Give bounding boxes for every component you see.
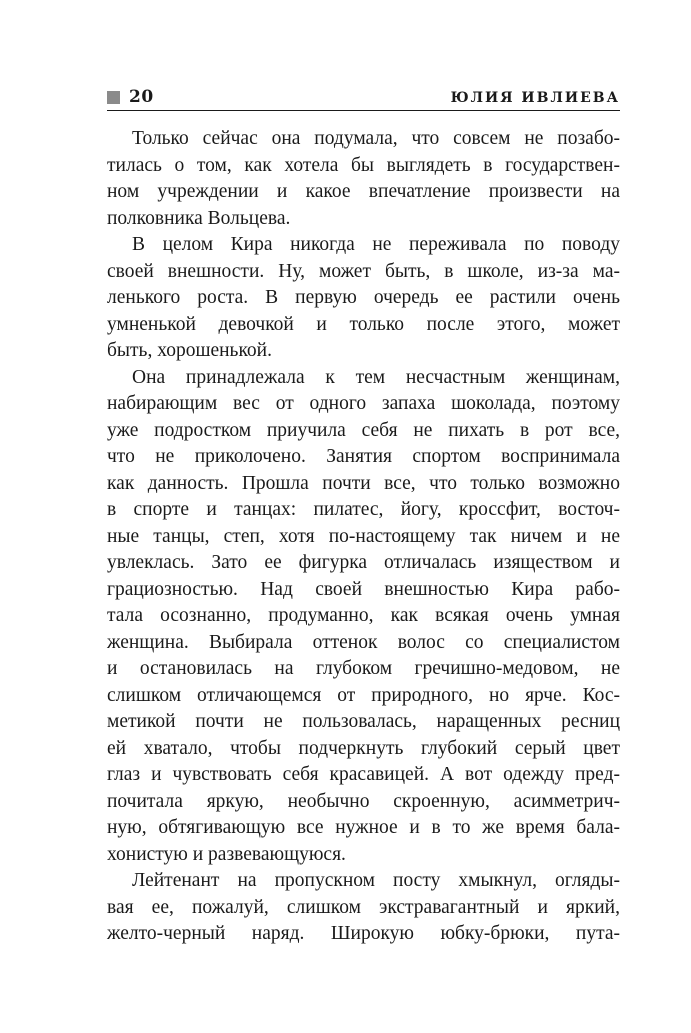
text-line: Только сейчас она подумала, что совсем не позабо-: [132, 128, 620, 149]
text-line: почитала яркую, необычно скроенную, асимметрич-: [107, 790, 620, 812]
text-line: как данность. Прошла почти все, что только возможно: [107, 472, 620, 494]
text-line: уже подростком приучила себя не пихать в рот все,: [107, 419, 620, 441]
text-line: ей хватало, чтобы подчеркнуть глубокий серый цвет: [107, 737, 620, 759]
text-line: тала осознанно, продуманно, как всякая очень умная: [107, 605, 620, 626]
text-line: глаз и чувствовать себя красавицей. А вот одежду пред-: [107, 764, 620, 785]
text-line: быть, хорошенькой.: [107, 340, 272, 361]
text-line: слишком отличающемся от природного, но ярче. Кос-: [107, 684, 620, 706]
text-line: желто-черный наряд. Широкую юбку-брюки, пута-: [107, 923, 620, 944]
text-line: метикой почти не пользовалась, наращенных ресниц: [107, 711, 620, 732]
text-line: и остановилась на глубоком гречишно-медовом, не: [107, 658, 620, 679]
text-line: набирающим вес от одного запаха шоколада, поэтому: [107, 393, 620, 414]
text-line: Она принадлежала к тем несчастным женщинам,: [132, 366, 620, 388]
body-text: [107, 126, 620, 948]
text-line: В целом Кира никогда не переживала по поводу: [132, 234, 620, 255]
running-head-author: ЮЛИЯ ИВЛИЕВА: [450, 90, 620, 106]
text-line: женщина. Выбирала оттенок волос со специалистом: [107, 631, 620, 653]
text-line: Лейтенант на пропускном посту хмыкнул, огляды-: [132, 870, 620, 891]
text-line: грациозностью. Над своей внешностью Кира рабо-: [107, 578, 620, 600]
text-line: ные танцы, степ, хотя по-настоящему так ничем и не: [107, 525, 620, 547]
header-square-marker: [107, 91, 120, 104]
text-line: своей внешности. Ну, может быть, в школе, из-за ма-: [107, 260, 620, 282]
page-header: [107, 86, 620, 111]
text-line: полковника Вольцева.: [107, 207, 291, 229]
text-line: что не приколочено. Занятия спортом воспринимала: [107, 446, 620, 467]
text-line: увлеклась. Зато ее фигурка отличалась изяществом и: [107, 552, 620, 573]
text-line: вая ее, пожалуй, слишком экстравагантный и яркий,: [107, 896, 620, 918]
text-line: умненькой девочкой и только после этого, может: [107, 313, 620, 335]
text-line: в спорте и танцах: пилатес, йогу, кроссфит, восточ-: [107, 499, 620, 520]
text-line: ную, обтягивающую все нужное и в то же время бала-: [107, 817, 620, 838]
text-line: ленького роста. В первую очередь ее растили очень: [107, 287, 620, 308]
text-line: ном учреждении и какое впечатление произвести на: [107, 181, 620, 202]
text-line: тилась о том, как хотела бы выглядеть в государствен-: [107, 154, 620, 176]
page-number: 20: [129, 87, 154, 107]
text-line: хонистую и развевающуюся.: [107, 843, 346, 865]
